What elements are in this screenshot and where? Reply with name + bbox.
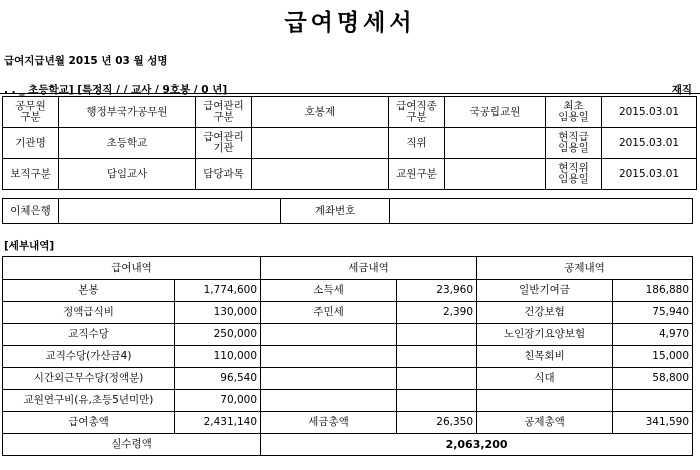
employee-info-table bbox=[2, 96, 697, 190]
tax-item-amount bbox=[397, 390, 477, 412]
bank-value bbox=[59, 199, 281, 224]
info-label: 현직급 임용일 bbox=[546, 128, 602, 159]
info-value: 호봉제 bbox=[252, 97, 389, 128]
deduction-item-amount bbox=[613, 390, 693, 412]
tax-item-label: 소득세 bbox=[261, 280, 397, 302]
info-value: 담임교사 bbox=[59, 159, 196, 190]
header-pay: 급여내역 bbox=[3, 257, 261, 280]
detail-row bbox=[3, 412, 693, 434]
deduction-item-label bbox=[477, 390, 613, 412]
pay-item-label: 급여총액 bbox=[3, 412, 175, 434]
info-value bbox=[252, 128, 389, 159]
deduction-item-amount: 186,880 bbox=[613, 280, 693, 302]
tax-item-amount bbox=[397, 346, 477, 368]
deduction-item-label: 노인장기요양보험 bbox=[477, 324, 613, 346]
deduction-item-amount: 75,940 bbox=[613, 302, 693, 324]
detail-row bbox=[3, 324, 693, 346]
tax-item-amount: 26,350 bbox=[397, 412, 477, 434]
page-title: 급여명세서 bbox=[284, 10, 416, 36]
pay-item-amount: 110,000 bbox=[175, 346, 261, 368]
info-label: 급여관리 구분 bbox=[196, 97, 252, 128]
pay-item-amount: 1,774,600 bbox=[175, 280, 261, 302]
account-label: 계좌번호 bbox=[281, 199, 390, 224]
deduction-item-label: 친목회비 bbox=[477, 346, 613, 368]
info-value: 행정부국가공무원 bbox=[59, 97, 196, 128]
pay-item-amount: 2,431,140 bbox=[175, 412, 261, 434]
employee-summary: . . _ 초등학교] [특정직 / / 교사 / 9호봉 / 0 년] bbox=[4, 84, 228, 96]
pay-period-line: 급여지급년월 2015 년 03 월 성명 bbox=[4, 55, 168, 67]
info-value: 국공립교원 bbox=[445, 97, 546, 128]
info-value: 2015.03.01 bbox=[602, 159, 697, 190]
info-row bbox=[3, 159, 697, 190]
pay-item-label: 교원연구비(유,초등5년미만) bbox=[3, 390, 175, 412]
info-label: 보직구분 bbox=[3, 159, 59, 190]
detail-row bbox=[3, 280, 693, 302]
info-label: 급여관리 기관 bbox=[196, 128, 252, 159]
tax-item-amount: 2,390 bbox=[397, 302, 477, 324]
tax-item-label: 세금총액 bbox=[261, 412, 397, 434]
detail-row bbox=[3, 368, 693, 390]
net-pay-value: 2,063,200 bbox=[261, 434, 693, 456]
detail-section-label: [세부내역] bbox=[4, 240, 55, 252]
info-label: 공무원 구분 bbox=[3, 97, 59, 128]
pay-item-amount: 70,000 bbox=[175, 390, 261, 412]
deduction-item-amount: 58,800 bbox=[613, 368, 693, 390]
account-value bbox=[390, 199, 693, 224]
pay-item-amount: 130,000 bbox=[175, 302, 261, 324]
info-value: 2015.03.01 bbox=[602, 128, 697, 159]
info-value: 2015.03.01 bbox=[602, 97, 697, 128]
deduction-item-amount: 341,590 bbox=[613, 412, 693, 434]
header-tax: 세금내역 bbox=[261, 257, 477, 280]
tax-item-amount bbox=[397, 324, 477, 346]
tax-item-amount: 23,960 bbox=[397, 280, 477, 302]
employment-status: 재직 bbox=[671, 84, 692, 96]
header-deduction: 공제내역 bbox=[477, 257, 693, 280]
deduction-item-label: 공제총액 bbox=[477, 412, 613, 434]
deduction-item-amount: 15,000 bbox=[613, 346, 693, 368]
pay-item-label: 본봉 bbox=[3, 280, 175, 302]
info-value bbox=[445, 128, 546, 159]
info-value bbox=[252, 159, 389, 190]
info-label: 현직위 임용일 bbox=[546, 159, 602, 190]
detail-row bbox=[3, 302, 693, 324]
bank-label: 이체은행 bbox=[3, 199, 59, 224]
divider bbox=[0, 93, 700, 94]
pay-item-label: 정액급식비 bbox=[3, 302, 175, 324]
pay-item-label: 교직수당(가산금4) bbox=[3, 346, 175, 368]
tax-item-label bbox=[261, 390, 397, 412]
net-pay-label: 실수령액 bbox=[3, 434, 261, 456]
deduction-item-label: 식대 bbox=[477, 368, 613, 390]
info-value bbox=[445, 159, 546, 190]
info-label: 담당과목 bbox=[196, 159, 252, 190]
deduction-item-amount: 4,970 bbox=[613, 324, 693, 346]
info-row bbox=[3, 97, 697, 128]
info-row bbox=[3, 128, 697, 159]
pay-detail-table bbox=[2, 256, 693, 456]
tax-item-amount bbox=[397, 368, 477, 390]
info-label: 급여직종 구분 bbox=[389, 97, 445, 128]
detail-row bbox=[3, 390, 693, 412]
info-label: 최초 임용일 bbox=[546, 97, 602, 128]
deduction-item-label: 건강보험 bbox=[477, 302, 613, 324]
bank-info-table bbox=[2, 198, 693, 224]
info-label: 교원구분 bbox=[389, 159, 445, 190]
tax-item-label: 주민세 bbox=[261, 302, 397, 324]
info-value: 초등학교 bbox=[59, 128, 196, 159]
tax-item-label bbox=[261, 368, 397, 390]
info-label: 기관명 bbox=[3, 128, 59, 159]
info-label: 직위 bbox=[389, 128, 445, 159]
tax-item-label bbox=[261, 346, 397, 368]
pay-item-amount: 250,000 bbox=[175, 324, 261, 346]
pay-item-amount: 96,540 bbox=[175, 368, 261, 390]
tax-item-label bbox=[261, 324, 397, 346]
pay-item-label: 교직수당 bbox=[3, 324, 175, 346]
deduction-item-label: 일반기여금 bbox=[477, 280, 613, 302]
detail-row bbox=[3, 346, 693, 368]
pay-item-label: 시간외근무수당(정액분) bbox=[3, 368, 175, 390]
